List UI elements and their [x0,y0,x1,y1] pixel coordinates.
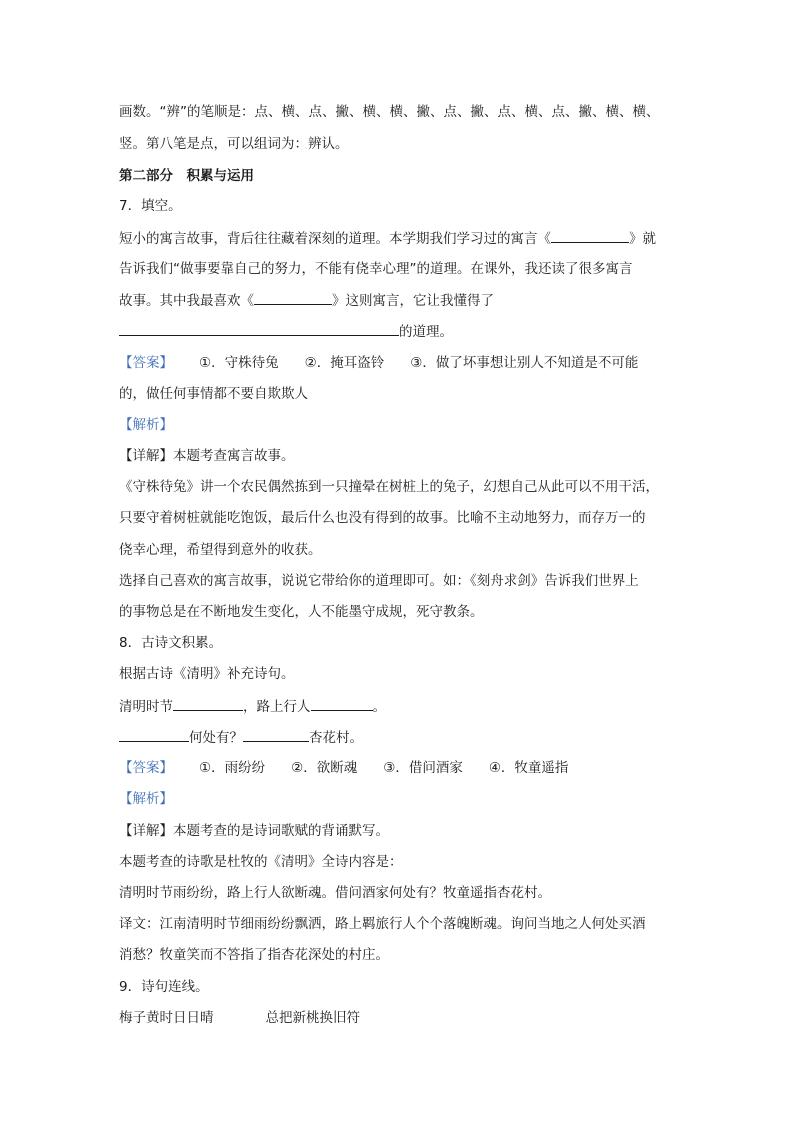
answer-label: 【答案】 [119,760,173,776]
text-line: 画数。“辨”的笔顺是：点、横、点、撇、横、横、撇、点、撇、点、横、点、撇、横、横、 [119,104,660,120]
answer-item: ②．欲断魂 [291,760,358,776]
text-line [119,228,656,249]
poem-line [119,727,363,748]
text-line: 消愁？牧童笑而不答指了指杏花深处的村庄。 [119,947,389,963]
text-segment: 何处有？ [189,730,243,746]
text-line: 清明时节雨纷纷，路上行人欲断魂。借问酒家何处有？牧童遥指杏花村。 [119,885,551,901]
text-segment: 杏花村。 [309,730,363,746]
poem-left: 梅子黄时日日晴 [119,1010,214,1026]
answer-item: ③．做了坏事想让别人不知道是不可能 [410,355,639,371]
fill-blank [173,696,243,711]
text-segment: 。 [372,699,386,715]
text-line: 本题考查的诗歌是杜牧的《清明》全诗内容是： [119,854,403,870]
detail-line: 【详解】本题考查的是诗词歌赋的背诵默写。 [119,823,389,839]
text-segment: 故事。其中我最喜欢《 [119,293,254,309]
text-line: 《守株待兔》讲一个农民偶然拣到一只撞晕在树桩上的兔子，幻想自己从此可以不用干活， [119,479,659,495]
text-segment: 》这则寓言，它让我懂得了 [332,293,494,309]
text-line: 竖。第八笔是点，可以组词为：辨认。 [119,136,349,152]
fill-blank [119,727,189,742]
text-line [119,321,453,342]
poem-line [119,696,386,717]
section-title: 第二部分 积累与运用 [119,168,254,184]
text-segment: 清明时节 [119,699,173,715]
text-segment: 的道理。 [399,324,453,340]
poem-match-row [119,1008,360,1028]
text-line: 译文：江南清明时节细雨纷纷飘洒，路上羁旅行人个个落魄断魂。询问当地之人何处买酒 [119,916,646,932]
text-line [119,290,494,311]
answer-item: ④．牧童遥指 [488,760,569,776]
question-7-title: 7．填空。 [119,198,182,214]
fill-blank [254,290,332,305]
answer-line [119,353,638,373]
question-9-title: 9．诗句连线。 [119,979,209,995]
analysis-label: 【解析】 [119,791,173,807]
answer-line: 的，做任何事情都不要自欺欺人 [119,386,308,402]
fill-blank [119,321,399,336]
answer-label: 【答案】 [119,355,173,371]
fill-blank [243,727,309,742]
answer-item: ③．借问酒家 [383,760,463,776]
answer-line [119,758,568,778]
text-line: 告诉我们“做事要靠自己的努力，不能有侥幸心理”的道理。在课外，我还读了很多寓言 [119,261,633,277]
text-segment: 》就 [629,231,656,247]
text-line: 只要守着树桩就能吃饱饭，最后什么也没有得到的故事。比喻不主动地努力，而存万一的 [119,510,646,526]
text-line: 侥幸心理，希望得到意外的收获。 [119,542,322,558]
analysis-label: 【解析】 [119,417,173,433]
detail-line: 【详解】本题考查寓言故事。 [119,448,295,464]
text-segment: 短小的寓言故事，背后往往藏着深刻的道理。本学期我们学习过的寓言《 [119,231,551,247]
text-line: 选择自己喜欢的寓言故事，说说它带给你的道理即可。如：《刻舟求剑》告诉我们世界上 [119,573,639,589]
text-line: 根据古诗《清明》补充诗句。 [119,666,295,682]
fill-blank [551,228,629,243]
question-8-title: 8．古诗文积累。 [119,635,223,651]
text-segment: ，路上行人 [243,699,311,715]
answer-item: ①．守株待兔 [199,355,279,371]
poem-right: 总把新桃换旧符 [265,1010,360,1026]
answer-item: ②．掩耳盗铃 [304,355,385,371]
answer-item: ①．雨纷纷 [199,760,266,776]
text-line: 的事物总是在不断地发生变化，人不能墨守成规，死守教条。 [119,604,484,620]
fill-blank [311,696,373,711]
